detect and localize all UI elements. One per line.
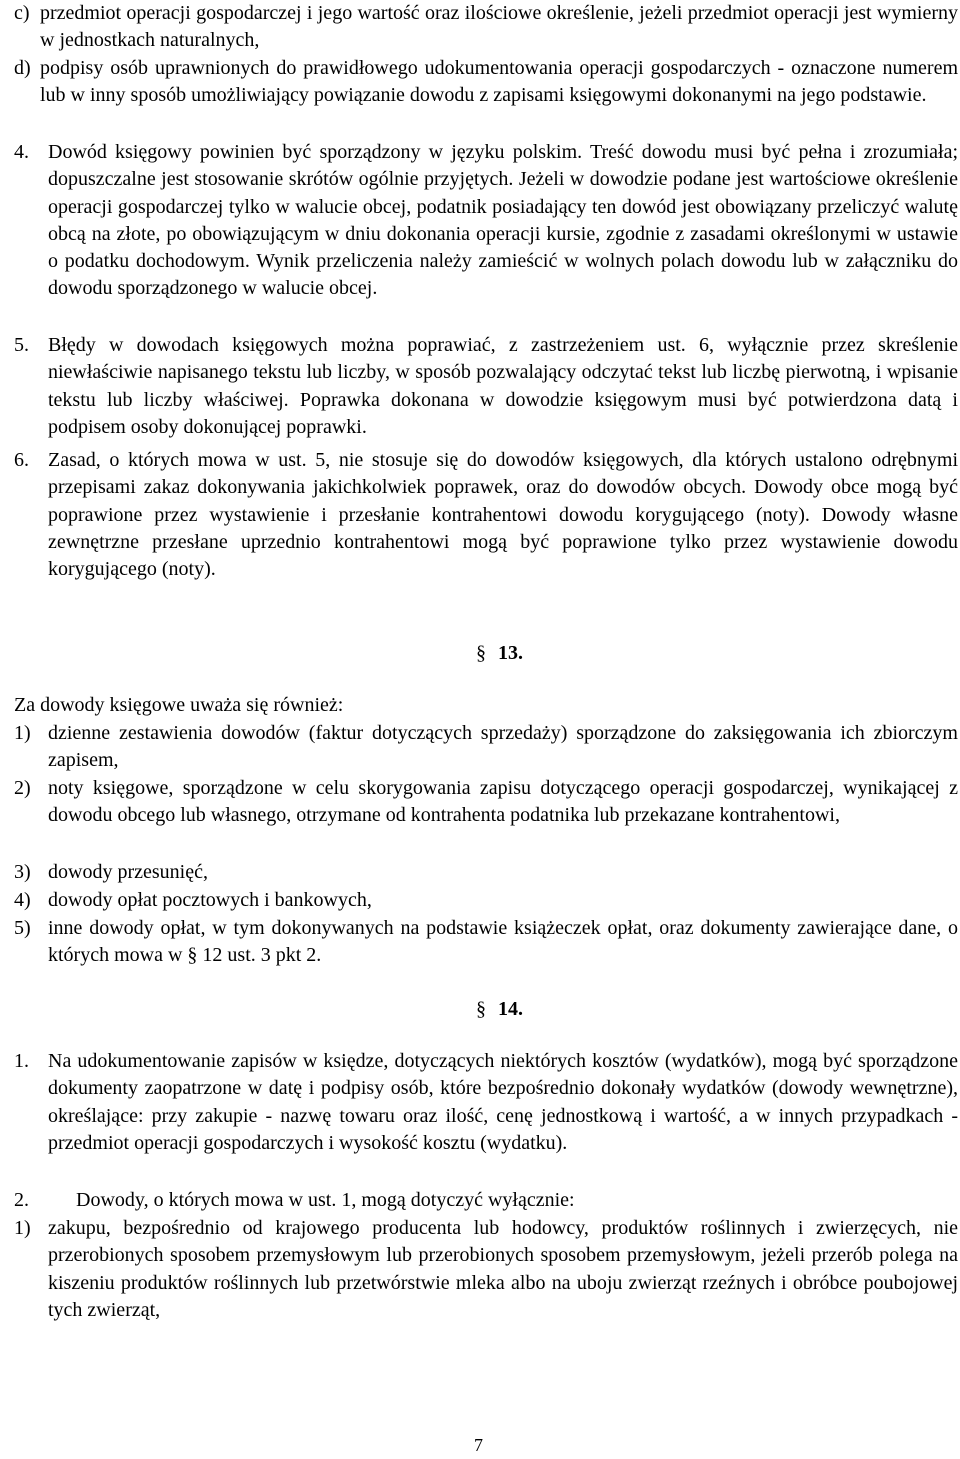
paragraph-6-marker: 6. <box>14 449 29 471</box>
section-14-number: 14. <box>498 998 523 1020</box>
paragraph-4-marker: 4. <box>14 141 29 163</box>
list-item: noty księgowe, sporządzone w celu skorygowania zapisu dotyczącego operacji gospodarczej, wynikającej z dowodu obcego lub własnego, otrzymane od kontrahenta podatnika lub przekazane kontrahentowi, <box>48 777 958 827</box>
list-item: dowody przesunięć, <box>48 861 208 883</box>
section-14-paragraph-1-marker: 1. <box>14 1050 29 1072</box>
item-c-text: przedmiot operacji gospodarczej i jego wartość oraz ilościowe określenie, jeżeli przedmiot operacji jest wymierny w jednostkach naturalnych, <box>40 2 958 52</box>
section-14-paragraph-2-text: Dowody, o których mowa w ust. 1, mogą dotyczyć wyłącznie: <box>76 1189 575 1211</box>
list-item-marker: 4) <box>14 889 31 911</box>
section-14-paragraph-2-marker: 2. <box>14 1189 29 1211</box>
item-c-marker: c) <box>14 2 30 24</box>
paragraph-5-text: Błędy w dowodach księgowych można poprawiać, z zastrzeżeniem ust. 6, wyłącznie przez skreślenie niewłaściwie napisanego tekstu lub liczby, w sposób pozwalający odczytać tekst lub liczbę pierwotną, i wpisanie tekstu lub liczby właściwej. Poprawka dokonana w dowodzie księgowym musi być potwierdzona datą i podpisem osoby dokonującej poprawki. <box>48 334 958 438</box>
section-14-paragraph-1-text: Na udokumentowanie zapisów w księdze, dotyczących niektórych kosztów (wydatków), mogą być sporządzone dokumenty zaopatrzone w datę i podpisy osób, które bezpośrednio dokonały wydatków (dowody wewnętrzne), określające: przy zakupie - nazwę towaru oraz ilość, cenę jednostkową i wartość, a w innych przypadkach - przedmiot operacji gospodarczych i wysokość kosztu (wydatku). <box>48 1050 958 1154</box>
section-13-intro: Za dowody księgowe uważa się również: <box>14 694 344 716</box>
list-item-marker: 3) <box>14 861 31 883</box>
list-item-marker: 1) <box>14 722 31 744</box>
section-symbol: § <box>476 642 486 664</box>
section-14-item-1-marker: 1) <box>14 1217 31 1239</box>
list-item: dzienne zestawienia dowodów (faktur dotyczących sprzedaży) sporządzone do zaksięgowania ich zbiorczym zapisem, <box>48 722 958 772</box>
paragraph-4-text: Dowód księgowy powinien być sporządzony w języku polskim. Treść dowodu musi być pełna i zrozumiała; dopuszczalne jest stosowanie skrótów ogólnie przyjętych. Jeżeli w dowodzie podane jest wartościowe określenie operacji gospodarczej tylko w walucie obcej, podatnik posiadający ten dowód jest obowiązany przeliczyć walutę obcą na złote, po obowiązującym w dniu dokonania operacji kursie, zgodnie z zasadami określonymi w ustawie o podatku dochodowym. Wynik przeliczenia należy zamieścić w wolnych polach dowodu lub w załączniku do dowodu sporządzonego w walucie obcej. <box>48 141 958 300</box>
section-13-number: 13. <box>498 642 523 664</box>
section-13-heading <box>476 640 536 667</box>
page-number: 7 <box>474 1435 483 1455</box>
item-d-text: podpisy osób uprawnionych do prawidłowego udokumentowania operacji gospodarczych - oznaczone numerem lub w inny sposób umożliwiający powiązanie dowodu z zapisami księgowymi dokonanymi na jego podstawie. <box>40 57 958 107</box>
list-item-marker: 2) <box>14 777 31 799</box>
section-symbol: § <box>476 998 486 1020</box>
section-14-heading <box>476 996 536 1023</box>
section-14-item-1-text: zakupu, bezpośrednio od krajowego producenta lub hodowcy, produktów roślinnych i zwierzęcych, nie przerobionych sposobem przemysłowym lub przerobionych sposobem przemysłowym, jeżeli przerób polega na kiszeniu produktów roślinnych lub przetwórstwie mleka albo na uboju zwierząt rzeźnych i obróbce poubojowej tych zwierząt, <box>48 1217 958 1321</box>
list-item: inne dowody opłat, w tym dokonywanych na podstawie książeczek opłat, oraz dokumenty zawierające dane, o których mowa w § 12 ust. 3 pkt 2. <box>48 917 958 967</box>
list-item-marker: 5) <box>14 917 31 939</box>
paragraph-5-marker: 5. <box>14 334 29 356</box>
item-d-marker: d) <box>14 57 31 79</box>
list-item: dowody opłat pocztowych i bankowych, <box>48 889 372 911</box>
paragraph-6-text: Zasad, o których mowa w ust. 5, nie stosuje się do dowodów księgowych, dla których ustalono odrębnymi przepisami zakaz dokonywania jakichkolwiek poprawek, oraz do dowodów obcych. Dowody obce mogą być poprawione przez wystawienie i przesłanie kontrahentowi dowodu korygującego (noty). Dowody własne zewnętrzne przesłane uprzednio kontrahentowi mogą być poprawione tylko przez wystawienie dowodu korygującego (noty). <box>48 449 958 581</box>
